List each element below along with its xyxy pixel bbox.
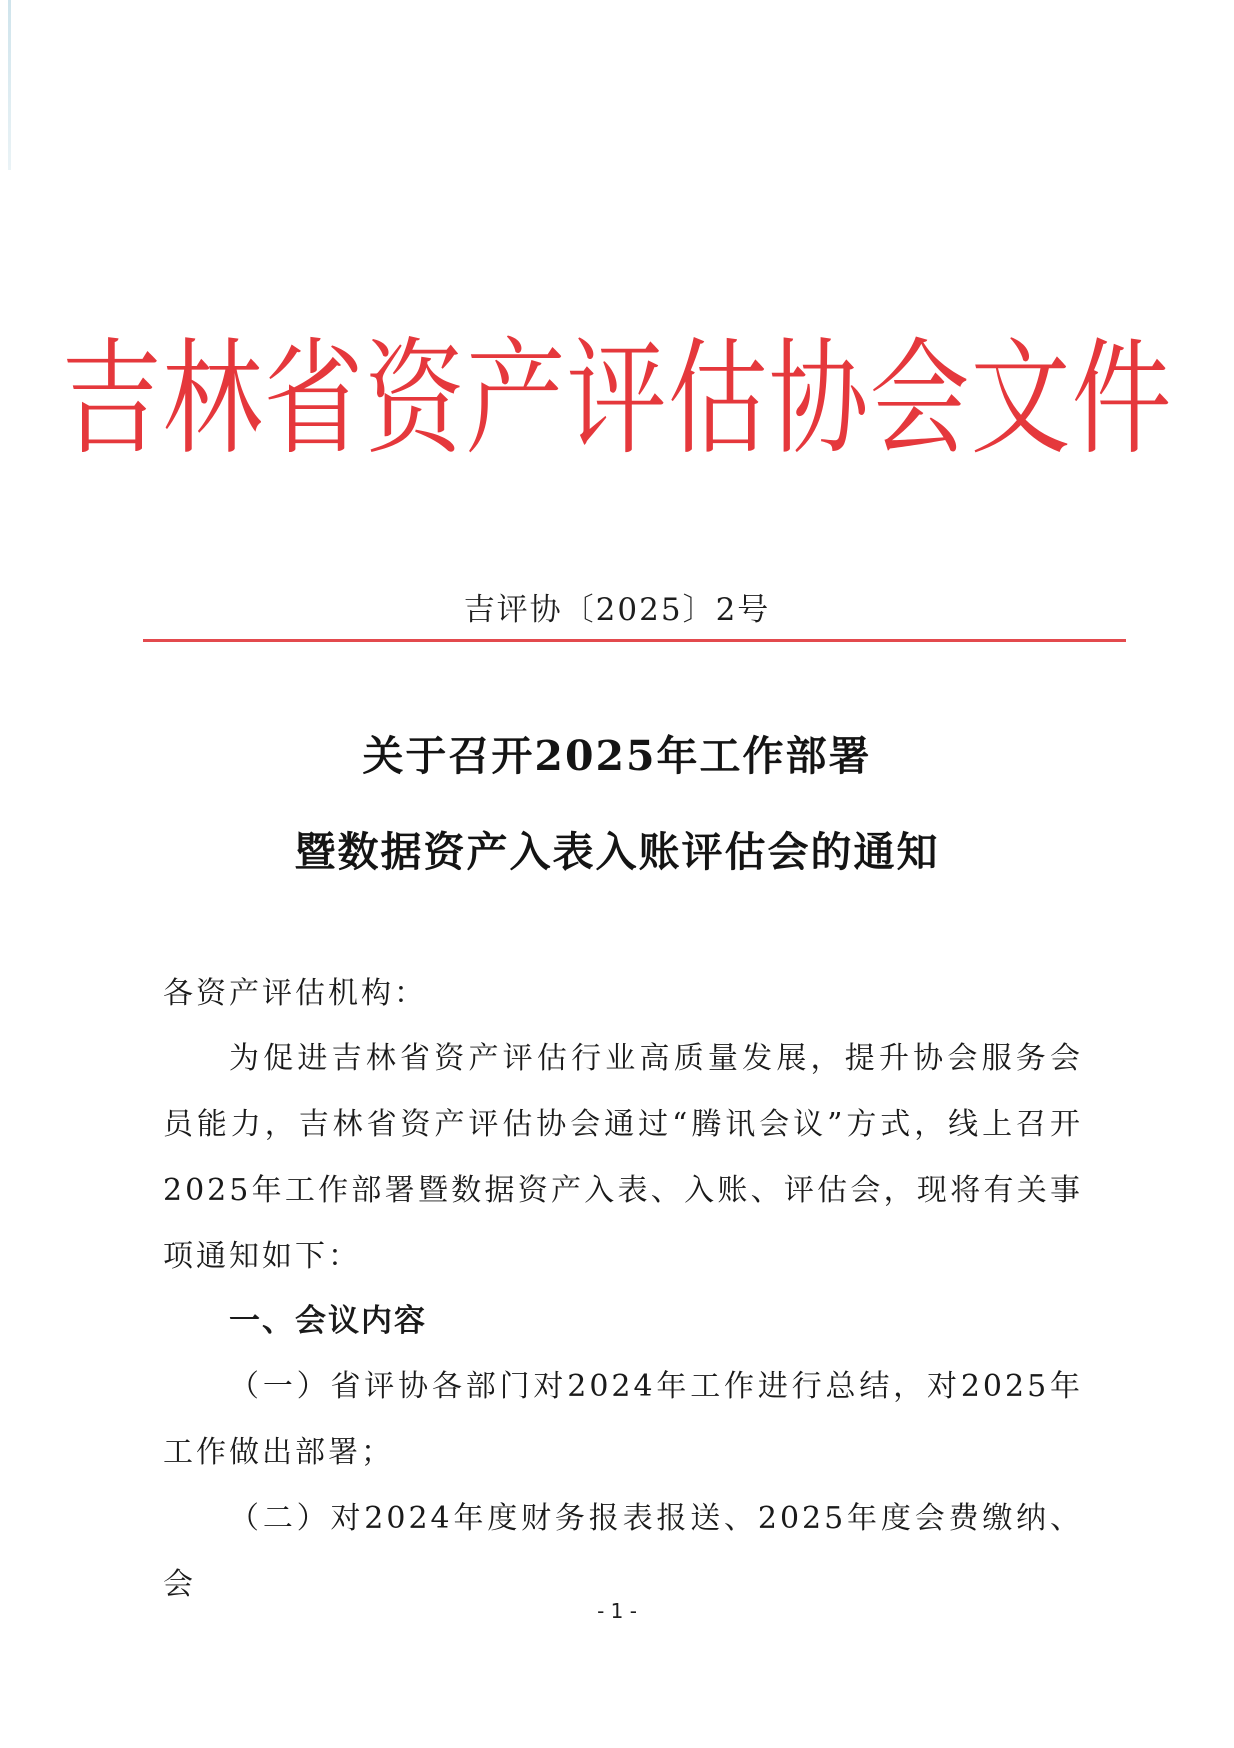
body-paragraph: 为促进吉林省资产评估行业高质量发展，提升协会服务会员能力，吉林省资产评估协会通过“腾讯会议”方式，线上召开2025年工作部署暨数据资产入表、入账、评估会，现将有关事项通知如下：: [163, 1041, 1083, 1274]
issuer-header: 吉林省资产评估协会文件: [61, 325, 1173, 472]
document-title-line-1: 关于召开2025年工作部署: [362, 732, 872, 780]
document-title-line-2: 暨数据资产入表入账评估会的通知: [294, 828, 940, 876]
body-paragraph: （一）省评协各部门对2024年工作进行总结，对2025年工作做出部署；: [163, 1369, 1083, 1470]
body-paragraph: （二）对2024年度财务报表报送、2025年度会费缴纳、会: [163, 1501, 1083, 1602]
section-heading: 一、会议内容: [229, 1303, 427, 1339]
red-divider-line: [143, 639, 1126, 642]
page-number: - 1 -: [597, 1599, 637, 1623]
document-number: 吉评协〔2025〕2号: [463, 592, 771, 628]
scan-edge-mark: [8, 0, 11, 170]
salutation: 各资产评估机构：: [163, 976, 427, 1011]
